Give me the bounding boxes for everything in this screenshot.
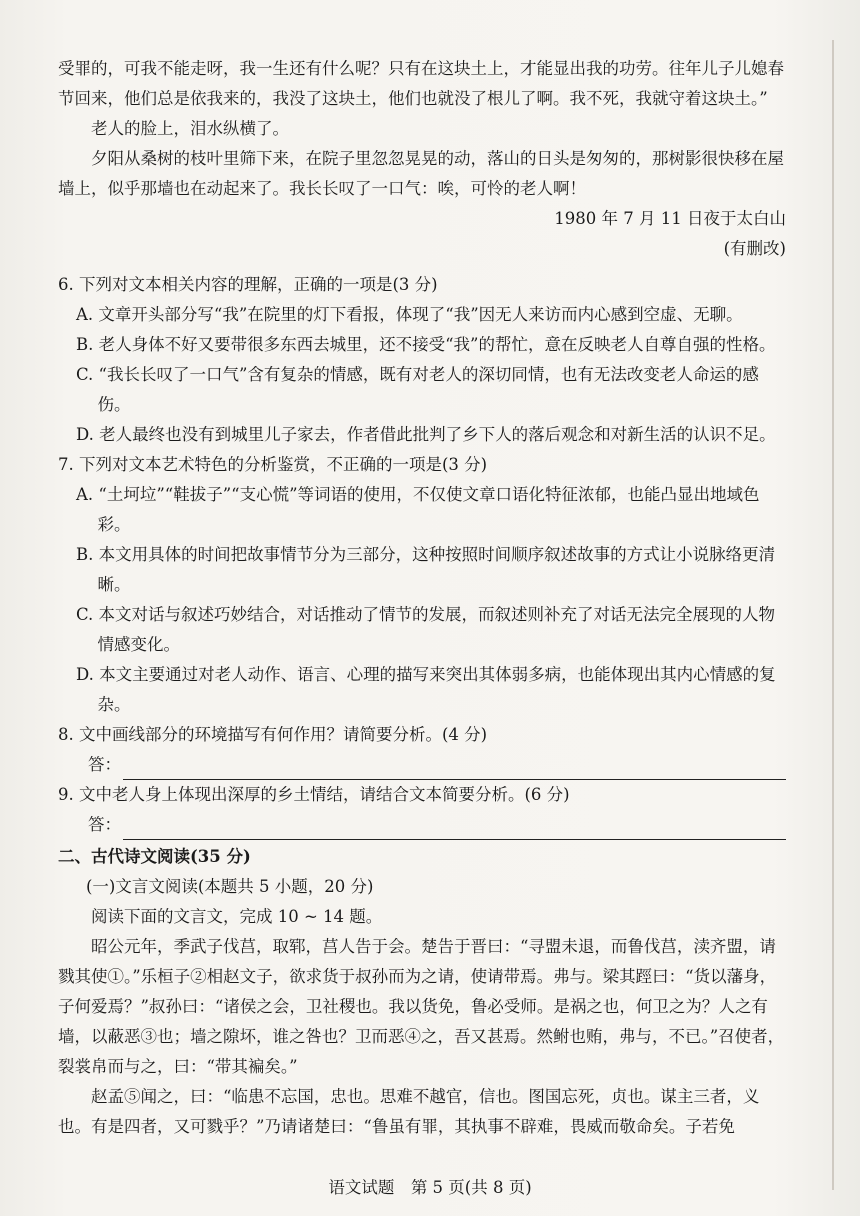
question-7-option-a: A. “土坷垃”“鞋拔子”“支心慌”等词语的使用，不仅使文章口语化特征浓郁，也能凸显出地域色彩。 <box>76 485 760 534</box>
question-9-answer-area[interactable] <box>88 810 786 840</box>
question-7-option-c: C. 本文对话与叙述巧妙结合，对话推动了情节的发展，而叙述则补充了对话无法完全展现的人物情感变化。 <box>76 605 776 654</box>
passage-note: (有删改) <box>723 239 786 258</box>
question-8-answer-label: 答： <box>88 755 121 774</box>
question-6-option-b: B. 老人身体不好又要带很多东西去城里，还不接受“我”的帮忙，意在反映老人自尊自强的性格。 <box>76 335 776 354</box>
question-6-option-a: A. 文章开头部分写“我”在院里的灯下看报，体现了“我”因无人来访而内心感到空虚、无聊。 <box>76 305 743 324</box>
question-6-stem: 6. 下列对文本相关内容的理解，正确的一项是(3 分) <box>58 275 438 294</box>
question-6-option-c: C. “我长长叹了一口气”含有复杂的情感，既有对老人的深切同情，也有无法改变老人命运的感伤。 <box>76 365 759 414</box>
question-8-answer-line[interactable] <box>123 759 786 780</box>
question-7-option-b: B. 本文用具体的时间把故事情节分为三部分，这种按照时间顺序叙述故事的方式让小说脉络更清晰。 <box>76 545 776 594</box>
classical-text-paragraph-2: 赵孟⑤闻之，曰：“临患不忘国，忠也。思难不越官，信也。图国忘死，贞也。谋主三者，义也。有是四者，又可戮乎？”乃请诸楚曰：“鲁虽有罪，其执事不辟难，畏威而敬命矣。子若免 <box>58 1087 760 1136</box>
question-7-option-d: D. 本文主要通过对老人动作、语言、心理的描写来突出其体弱多病，也能体现出其内心情感的复杂。 <box>76 665 776 714</box>
section-2-subtitle: (一)文言文阅读(本题共 5 小题，20 分) <box>86 877 374 896</box>
passage-paragraph-1: 受罪的，可我不能走呀，我一生还有什么呢？只有在这块土上，才能显出我的功劳。往年儿子儿媳春节回来，他们总是依我来的，我没了这块土，他们也就没了根儿了啊。我不死，我就守着这块土。” <box>58 59 784 108</box>
page-footer: 语文试题 第 5 页(共 8 页) <box>328 1178 532 1197</box>
passage-paragraph-2: 老人的脸上，泪水纵横了。 <box>91 119 289 138</box>
page-content <box>58 54 786 1142</box>
question-8-answer-area[interactable] <box>88 750 786 780</box>
question-9-answer-line[interactable] <box>123 819 786 840</box>
classical-text-paragraph-1: 昭公元年，季武子伐莒，取郓，莒人告于会。楚告于晋曰：“寻盟未退，而鲁伐莒，渎齐盟，请戮其使①。”乐桓子②相赵文子，欲求货于叔孙而为之请，使请带焉。弗与。梁其踁曰：“货以藩身，子何爱焉？”叔孙曰：“诸侯之会，卫社稷也。我以货免，鲁必受师。是祸之也，何卫之为？人之有墙，以蔽恶③也；墙之隙坏，谁之咎也？卫而恶④之，吾又甚焉。然鲋也贿，弗与，不已。”召使者，裂裳帛而与之，曰：“带其褊矣。” <box>58 937 785 1076</box>
question-9-stem: 9. 文中老人身上体现出深厚的乡土情结，请结合文本简要分析。(6 分) <box>58 785 570 804</box>
question-6-option-d: D. 老人最终也没有到城里儿子家去，作者借此批判了乡下人的落后观念和对新生活的认识不足。 <box>76 425 776 444</box>
passage-date: 1980 年 7 月 11 日夜于太白山 <box>554 209 786 228</box>
passage-paragraph-3-underlined: 夕阳从桑树的枝叶里筛下来，在院子里忽忽晃晃的动，落山的日头是匆匆的，那树影很快移在屋墙上，似乎那墙也在动起来了。我长长叹了一口气：唉，可怜的老人啊！ <box>58 149 784 198</box>
section-2-instruction: 阅读下面的文言文，完成 10 ~ 14 题。 <box>91 907 383 926</box>
page-edge-line <box>832 40 834 1190</box>
question-8-stem: 8. 文中画线部分的环境描写有何作用？请简要分析。(4 分) <box>58 725 488 744</box>
section-2-title: 二、古代诗文阅读(35 分) <box>58 847 251 866</box>
question-7-stem: 7. 下列对文本艺术特色的分析鉴赏，不正确的一项是(3 分) <box>58 455 488 474</box>
question-9-answer-label: 答： <box>88 815 121 834</box>
